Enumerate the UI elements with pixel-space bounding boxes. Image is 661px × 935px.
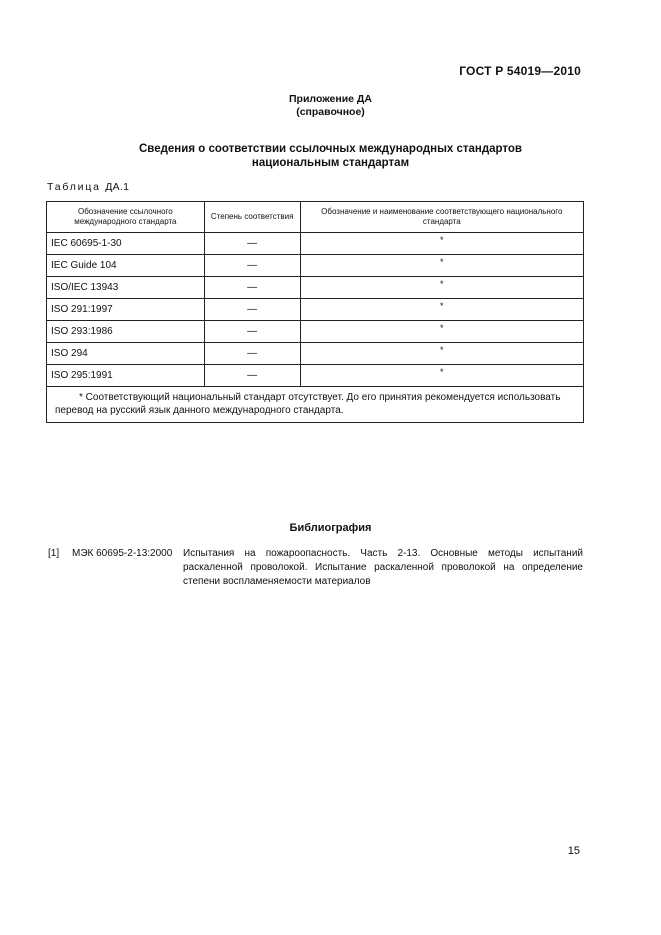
appendix-subtitle: (справочное) xyxy=(296,106,365,118)
cell-reference: ISO 293:1986 xyxy=(47,321,205,343)
table-footnote-row xyxy=(47,387,584,423)
header-degree: Степень соответствия xyxy=(204,202,300,233)
cell-degree: — xyxy=(204,233,300,255)
cell-national: * xyxy=(300,299,583,321)
cell-degree: — xyxy=(204,299,300,321)
bibliography-title: Библиография xyxy=(289,522,372,534)
section-title-line2: национальным стандартам xyxy=(251,157,410,169)
cell-degree: — xyxy=(204,277,300,299)
cell-national: * xyxy=(300,343,583,365)
table-header-row xyxy=(47,202,584,233)
cell-reference: ISO/IEC 13943 xyxy=(47,277,205,299)
cell-reference: ISO 294 xyxy=(47,343,205,365)
table-row xyxy=(47,299,584,321)
cell-national: * xyxy=(300,321,583,343)
cell-national: * xyxy=(300,277,583,299)
section-title xyxy=(0,142,661,170)
header-national-standard: Обозначение и наименование соответствующего национального стандарта xyxy=(300,202,583,233)
table-footnote: * Соответствующий национальный стандарт отсутствует. До его принятия рекомендуется использовать перевод на русский язык данного международного стандарта. xyxy=(47,387,584,423)
table-row xyxy=(47,277,584,299)
bibliography-entry-reference: МЭК 60695-2-13:2000 xyxy=(72,548,173,559)
cell-national: * xyxy=(300,233,583,255)
appendix-title: Приложение ДА xyxy=(289,93,372,105)
table-caption-id: ДА.1 xyxy=(105,181,130,193)
cell-reference: ISO 295:1991 xyxy=(47,365,205,387)
cell-reference: IEC Guide 104 xyxy=(47,255,205,277)
header-international-standard: Обозначение ссылочного международного стандарта xyxy=(47,202,205,233)
table-caption xyxy=(47,181,129,193)
cell-reference: IEC 60695-1-30 xyxy=(47,233,205,255)
cell-reference: ISO 291:1997 xyxy=(47,299,205,321)
cell-national: * xyxy=(300,255,583,277)
bibliography-entry-text: Испытания на пожароопасность. Часть 2-13. Основные методы испытаний раскаленной проволокой. Испытание раскаленной проволокой на определение степени воспламеняемости материалов xyxy=(183,548,583,587)
cell-degree: — xyxy=(204,365,300,387)
table-row xyxy=(47,321,584,343)
table-row xyxy=(47,343,584,365)
section-title-line1: Сведения о соответствии ссылочных международных стандартов xyxy=(138,143,522,155)
bibliography-entry-number: [1] xyxy=(48,548,60,559)
standards-table xyxy=(46,201,584,423)
table-row xyxy=(47,365,584,387)
table-row xyxy=(47,255,584,277)
table-caption-word: Таблица xyxy=(47,181,101,193)
cell-degree: — xyxy=(204,343,300,365)
table-row xyxy=(47,233,584,255)
document-code: ГОСТ Р 54019—2010 xyxy=(459,64,581,78)
cell-national: * xyxy=(300,365,583,387)
cell-degree: — xyxy=(204,321,300,343)
cell-degree: — xyxy=(204,255,300,277)
page-number: 15 xyxy=(567,845,580,857)
